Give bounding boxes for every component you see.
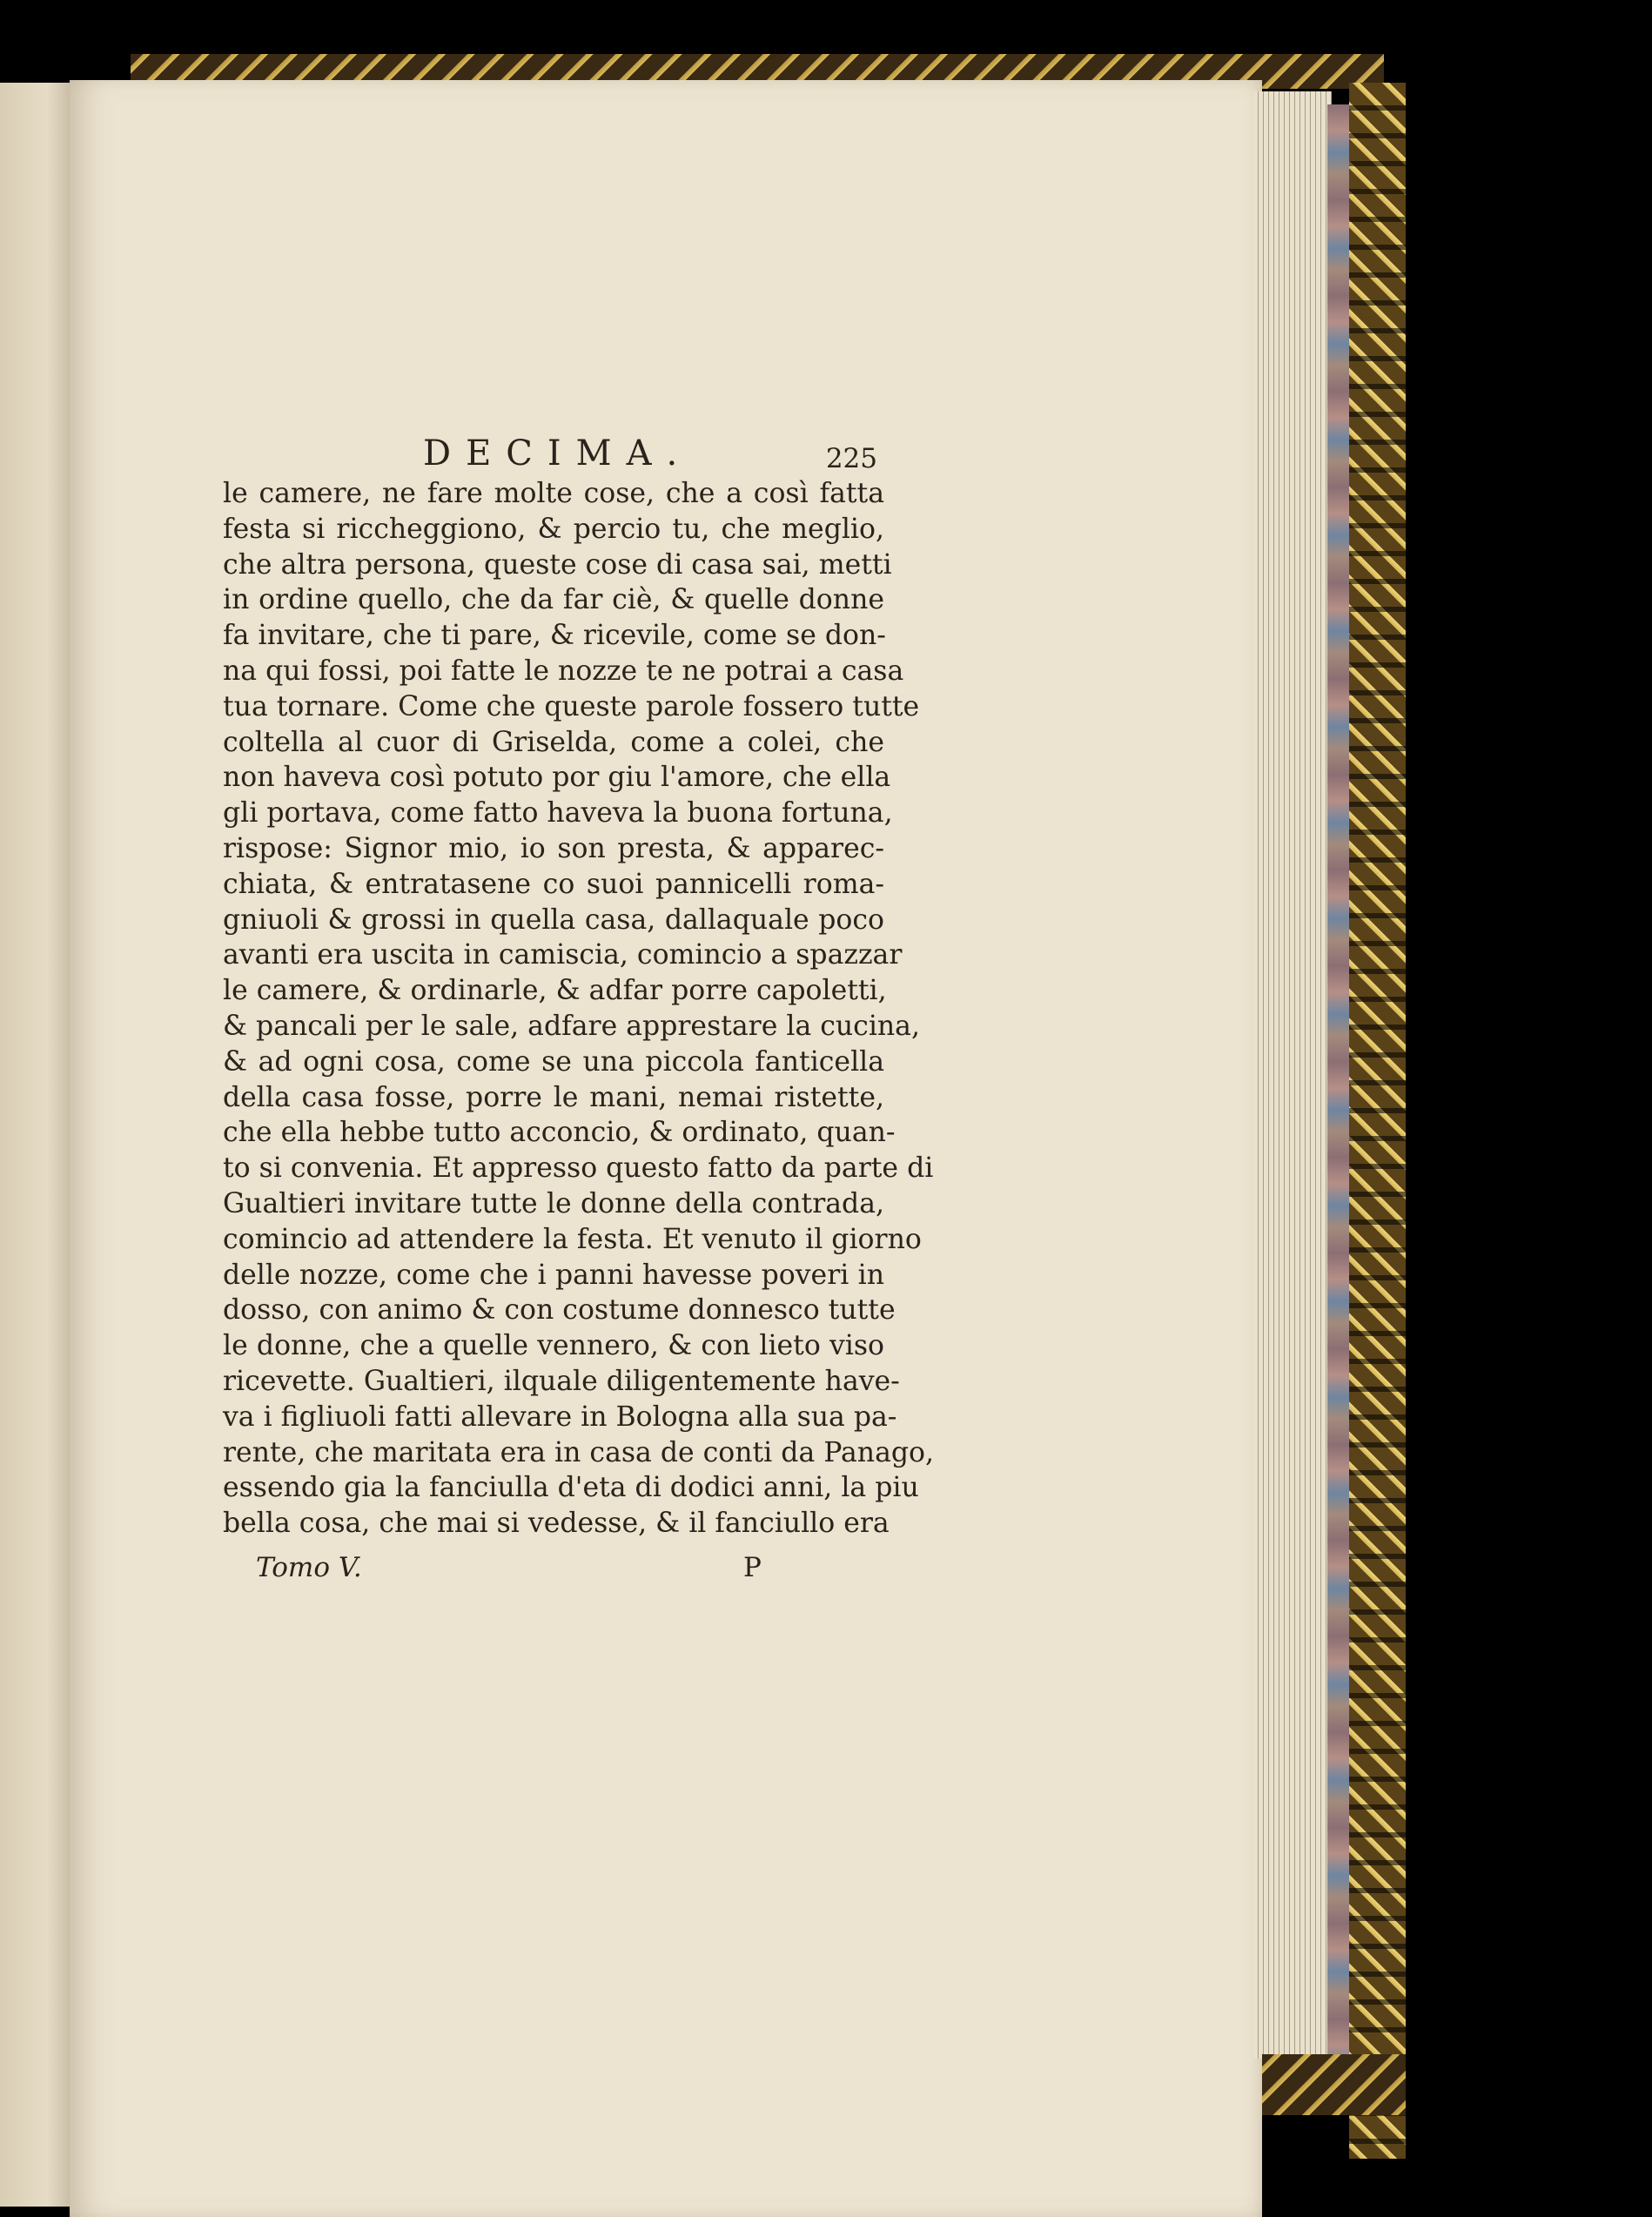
page-header (223, 431, 884, 476)
text-line: le donne, che a quelle vennero, & con lieto viso (223, 1330, 884, 1362)
text-line: chiata, & entratasene co suoi pannicelli roma- (223, 868, 884, 900)
text-line: festa si riccheggiono, & percio tu, che meglio, (223, 513, 884, 545)
text-line: bella cosa, che mai si vedesse, & il fanciullo era (223, 1508, 890, 1540)
text-line: comincio ad attendere la festa. Et venuto il giorno (223, 1223, 922, 1255)
text-line: essendo gia la fanciulla d'eta di dodici anni, la piu (223, 1472, 919, 1504)
text-line: rente, che maritata era in casa de conti da Panago, (223, 1436, 935, 1468)
text-line: delle nozze, come che i panni havesse poveri in (223, 1259, 884, 1291)
text-line: to si convenia. Et appresso questo fatto da parte di (223, 1152, 934, 1185)
text-line: che ella hebbe tutto acconcio, & ordinato, quan- (223, 1117, 896, 1149)
text-line: avanti era uscita in camiscia, comincio a spazzar (223, 939, 903, 971)
text-line: della casa fosse, porre le mani, nemai ristette, (223, 1081, 884, 1113)
text-line: ricevette. Gualtieri, ilquale diligentemente have- (223, 1365, 900, 1397)
text-line: in ordine quello, che da far ciè, & quelle donne (223, 584, 884, 616)
text-line: dosso, con animo & con costume donnesco tutte (223, 1294, 896, 1327)
text-line: va i figliuoli fatti allevare in Bologna alla sua pa- (223, 1401, 897, 1433)
text-line: rispose: Signor mio, io son presta, & apparec- (223, 832, 884, 864)
body-text (223, 476, 935, 1542)
text-line: le camere, ne fare molte cose, che a così fatta (223, 478, 884, 509)
text-line: Gualtieri invitare tutte le donne della contrada, (223, 1187, 884, 1219)
text-line: na qui fossi, poi fatte le nozze te ne potrai a casa (223, 655, 904, 687)
page-leaf-edges (1253, 91, 1332, 2059)
text-line: & pancali per le sale, adfare apprestare la cucina, (223, 1010, 920, 1042)
running-head: DECIMA. (423, 433, 693, 474)
text-line: gli portava, come fatto haveva la buona fortuna, (223, 797, 893, 830)
volume-mark: Tomo V. (256, 1551, 362, 1583)
text-line: coltella al cuor di Griselda, come a colei, che (223, 726, 884, 758)
marbled-fore-edge (1327, 104, 1352, 2059)
text-line: & ad ogni cosa, come se una piccola fanticella (223, 1045, 884, 1078)
signature-mark: P (743, 1551, 762, 1583)
page-text (223, 431, 935, 1589)
facing-page-edge (0, 83, 78, 2207)
text-line: le camere, & ordinarle, & adfar porre capoletti, (223, 975, 887, 1007)
gilt-bottom-border (1262, 2054, 1406, 2115)
text-line: fa invitare, che ti pare, & ricevile, come se don- (223, 620, 886, 652)
text-line: non haveva così potuto por giu l'amore, che ella (223, 762, 891, 794)
page-footer (223, 1547, 884, 1589)
text-line: gniuoli & grossi in quella casa, dallaquale poco (223, 904, 884, 936)
text-line: tua tornare. Come che queste parole fossero tutte (223, 690, 920, 722)
text-line: che altra persona, queste cose di casa sai, metti (223, 548, 892, 581)
page-number: 225 (825, 443, 877, 474)
gilt-tooled-board (1349, 83, 1406, 2159)
